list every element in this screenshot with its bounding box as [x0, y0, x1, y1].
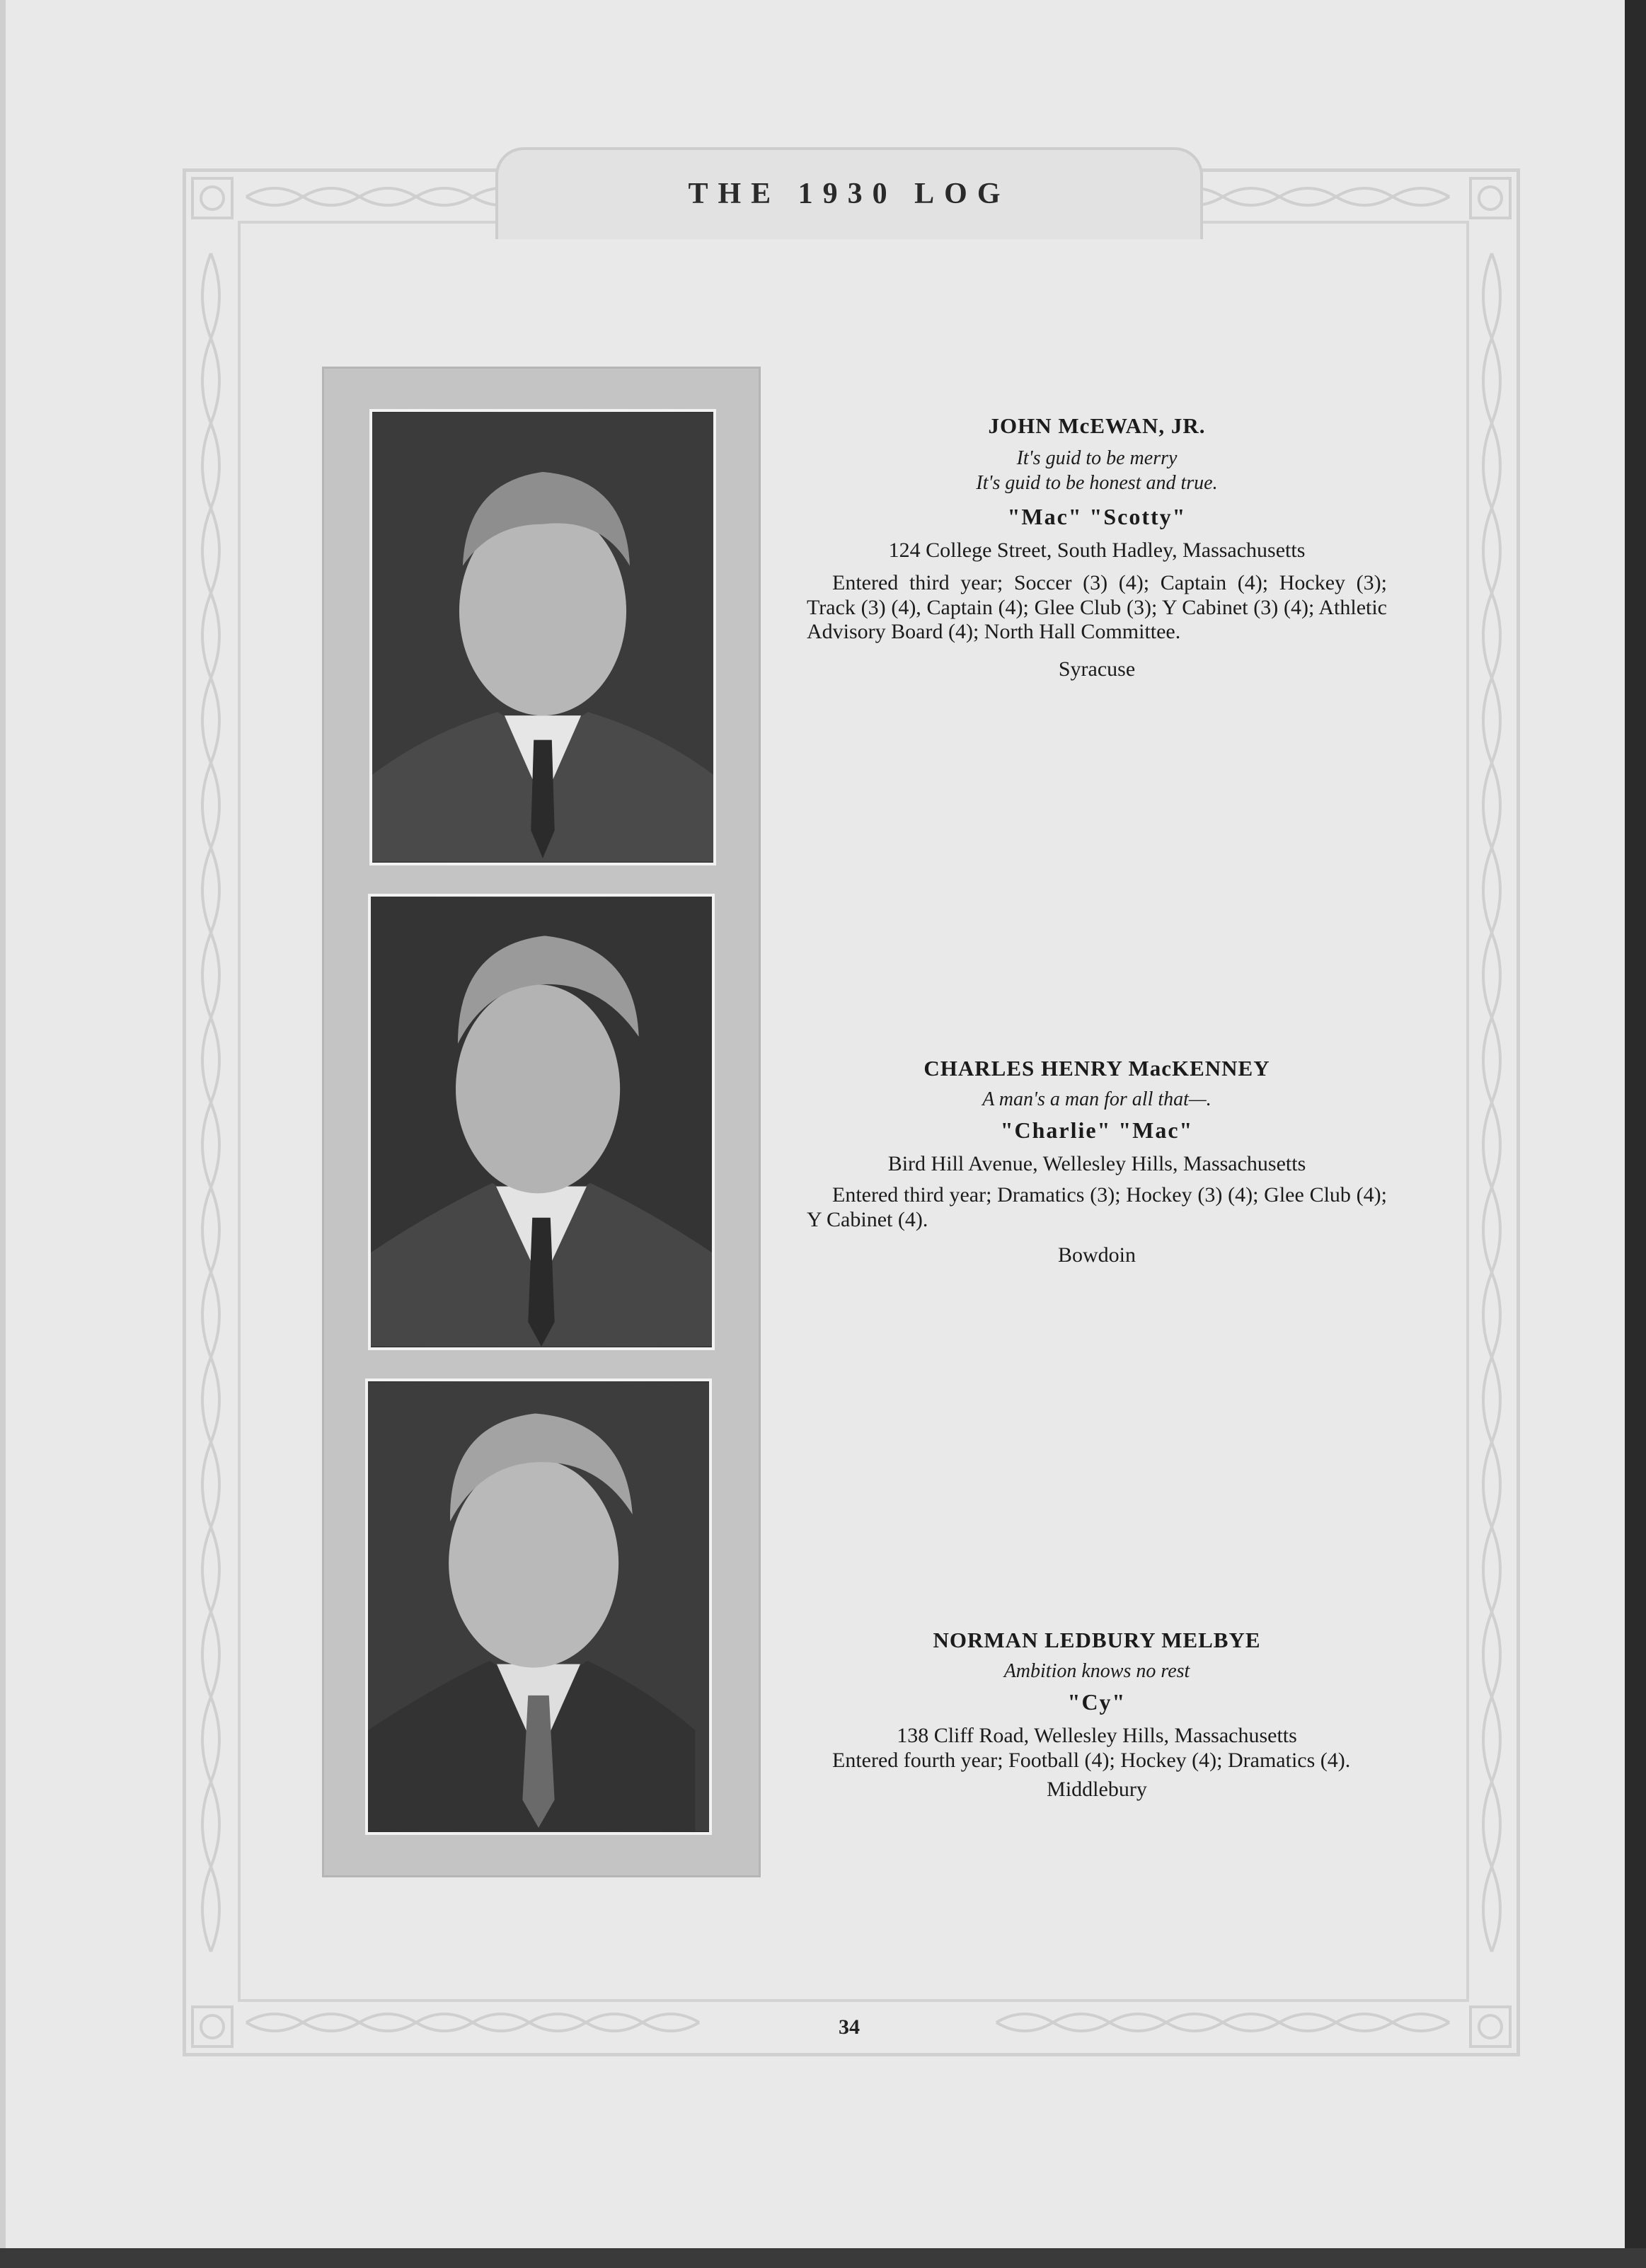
- student-entry-3: [807, 1626, 1387, 1805]
- portrait-photo-3: [365, 1378, 712, 1835]
- student-quote-line: A man's a man for all that—.: [982, 1088, 1212, 1111]
- student-address: 124 College Street, South Hadley, Massachusetts: [888, 539, 1306, 563]
- student-college: Middlebury: [1047, 1777, 1147, 1801]
- student-entry-1: [807, 412, 1387, 685]
- running-head: THE 1930 LOG: [688, 178, 1011, 210]
- page-edge-left: [0, 0, 6, 2268]
- student-address: 138 Cliff Road, Wellesley Hills, Massachusetts: [897, 1724, 1297, 1748]
- student-name: NORMAN LEDBURY MELBYE: [933, 1628, 1261, 1652]
- student-college: Bowdoin: [1057, 1243, 1136, 1267]
- student-quote-line: Ambition knows no rest: [1003, 1660, 1190, 1683]
- portrait-1-image: [372, 412, 713, 863]
- student-name: JOHN McEWAN, JR.: [988, 413, 1206, 438]
- page-number: 34: [839, 2015, 860, 2039]
- portrait-3-image: [368, 1381, 709, 1832]
- student-entry-2: [807, 1054, 1387, 1271]
- student-college: Syracuse: [1058, 657, 1136, 681]
- student-nicknames: "Mac" "Scotty": [1007, 504, 1187, 530]
- page-edge-right: [1625, 0, 1646, 2268]
- student-nicknames: "Charlie" "Mac": [1000, 1117, 1194, 1144]
- portrait-photo-2: [368, 894, 715, 1350]
- portrait-photo-1: [369, 409, 716, 865]
- student-address: Bird Hill Avenue, Wellesley Hills, Massachusetts: [887, 1152, 1306, 1176]
- portrait-2-image: [371, 897, 712, 1347]
- student-activities: Entered fourth year; Football (4); Hockey (4); Dramatics (4).: [832, 1749, 1351, 1773]
- student-nicknames: "Cy": [1067, 1689, 1127, 1715]
- page-edge-bottom: [0, 2248, 1646, 2268]
- student-name: CHARLES HENRY MacKENNEY: [923, 1056, 1270, 1081]
- student-activities: Entered third year; Dramatics (3); Hockey (3) (4); Glee Club (4); Y Cabinet (4).: [807, 1183, 1387, 1231]
- student-activities: Entered third year; Soccer (3) (4); Captain (4); Hockey (3); Track (3) (4), Captain (4); Glee Club (3); Y Cabinet (3) (4); Athletic Advisory Board (4); North Hall Committee.: [807, 571, 1387, 644]
- student-quote-line: It's guid to be honest and true.: [976, 472, 1218, 495]
- student-quote-line: It's guid to be merry: [1016, 447, 1178, 470]
